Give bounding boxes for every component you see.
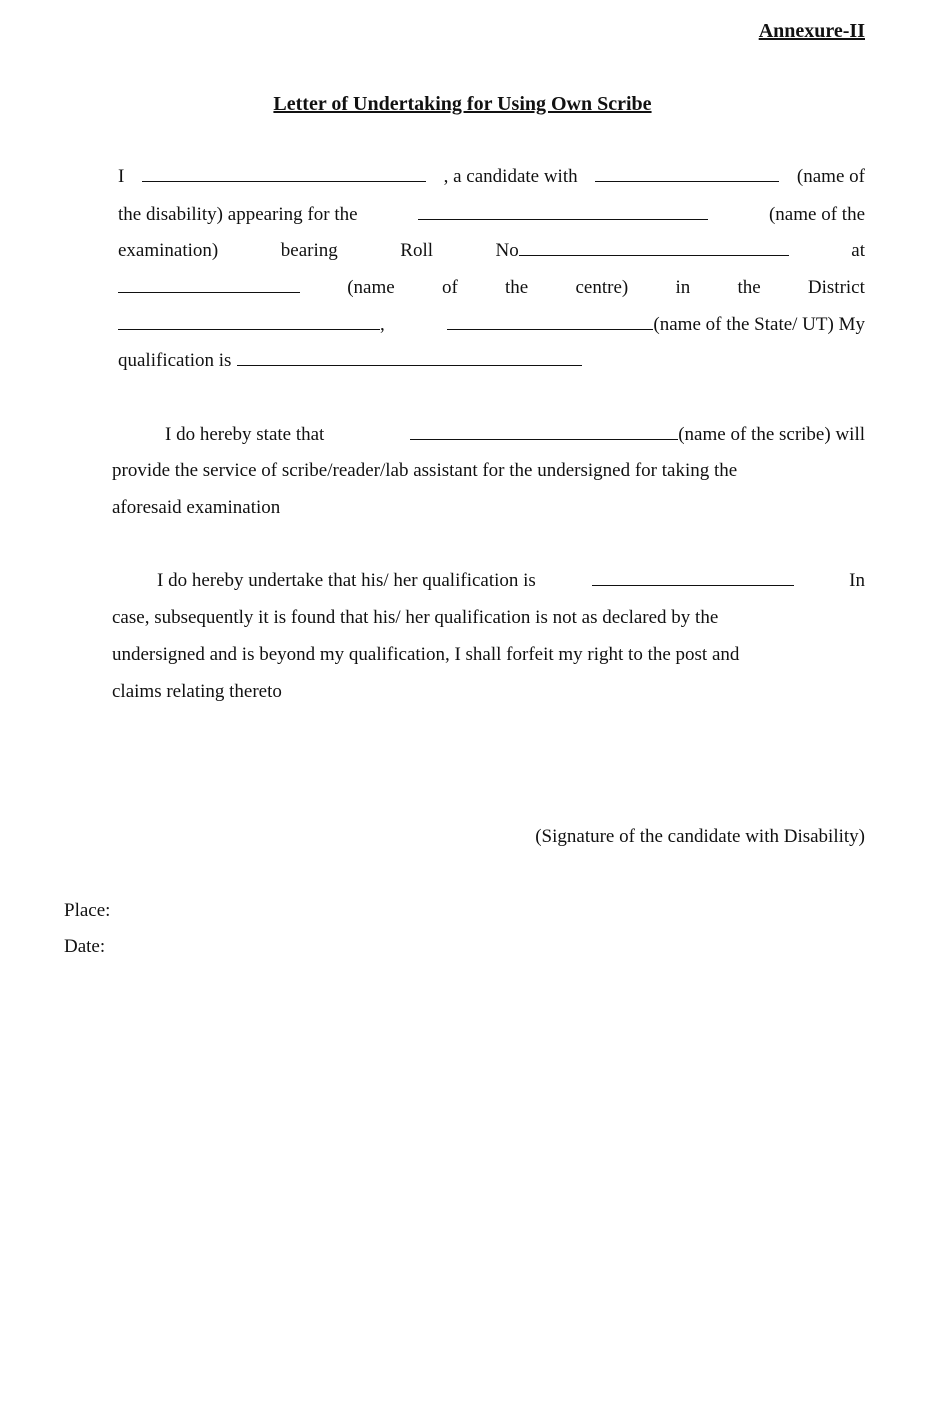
district-name-blank[interactable]: [118, 314, 380, 330]
para1-text: (name of: [796, 166, 865, 187]
para2-line-3: [112, 497, 865, 521]
candidate-name-blank[interactable]: [142, 166, 426, 182]
annexure-label: Annexure-II: [758, 20, 865, 42]
para3-text: In: [849, 570, 865, 591]
place-label: Place:: [64, 900, 111, 921]
scribe-group: [410, 424, 865, 446]
para1-line-5: [118, 314, 865, 338]
para3-line-4: [112, 681, 865, 705]
para1-word: of: [441, 277, 458, 298]
para1-line-6: [118, 350, 865, 374]
para1-word: the: [505, 277, 529, 298]
para1-text: , a candidate with: [443, 166, 578, 187]
para2-line-1: [112, 424, 865, 448]
disability-name-blank[interactable]: [595, 166, 779, 182]
district-group: [118, 314, 385, 336]
candidate-qualification-blank[interactable]: [237, 350, 582, 366]
para1-word: (name: [347, 277, 395, 298]
signature-label: (Signature of the candidate with Disability): [535, 826, 865, 847]
para3-text: case, subsequently it is found that his/ her qualification is not as declared by the: [112, 607, 719, 628]
state-group: [447, 314, 865, 336]
para3-text: I do hereby undertake that his/ her qualification is: [157, 570, 536, 591]
para2-text: provide the service of scribe/reader/lab assistant for the undersigned for taking the: [112, 460, 738, 481]
para1-text: the disability) appearing for the: [118, 204, 358, 225]
para1-word: No: [495, 240, 519, 261]
para3-text: undersigned and is beyond my qualification, I shall forfeit my right to the post and: [112, 644, 740, 665]
para1-line-1: [118, 166, 865, 190]
roll-no-group: [496, 240, 789, 262]
para3-text: claims relating thereto: [112, 681, 282, 702]
para1-word: bearing: [280, 240, 338, 261]
para2-text: aforesaid examination: [112, 497, 281, 518]
para2-text: (name of the scribe) will: [678, 424, 865, 445]
para2-text: I do hereby state that: [165, 424, 325, 445]
para1-text: (name of the State/ UT) My: [653, 314, 865, 335]
para1-word: centre): [575, 277, 629, 298]
para1-text: qualification is: [118, 350, 232, 371]
para1-line-3: [118, 240, 865, 264]
document-title: Letter of Undertaking for Using Own Scribe: [273, 93, 652, 115]
para1-word: examination): [118, 240, 219, 261]
date-label: Date:: [64, 936, 106, 957]
para3-line-2: [112, 607, 865, 631]
examination-name-blank[interactable]: [418, 204, 708, 220]
centre-name-blank[interactable]: [118, 277, 300, 293]
para1-word: Roll: [400, 240, 433, 261]
pronoun-i: I: [118, 166, 125, 187]
para1-line-2: [118, 204, 865, 228]
scribe-qualification-blank[interactable]: [592, 570, 794, 586]
para1-text: (name of the: [768, 204, 865, 225]
scribe-name-blank[interactable]: [410, 424, 678, 440]
para1-line-4: [118, 277, 865, 301]
para1-text: ,: [380, 314, 385, 335]
para1-word: the: [737, 277, 761, 298]
para3-line-3: [112, 644, 865, 668]
para1-word: in: [675, 277, 691, 298]
state-name-blank[interactable]: [447, 314, 653, 330]
para2-line-2: [112, 460, 865, 484]
para1-word: at: [851, 240, 865, 261]
roll-number-blank[interactable]: [519, 240, 789, 256]
para3-line-1: [112, 570, 865, 594]
para1-word: District: [807, 277, 865, 298]
